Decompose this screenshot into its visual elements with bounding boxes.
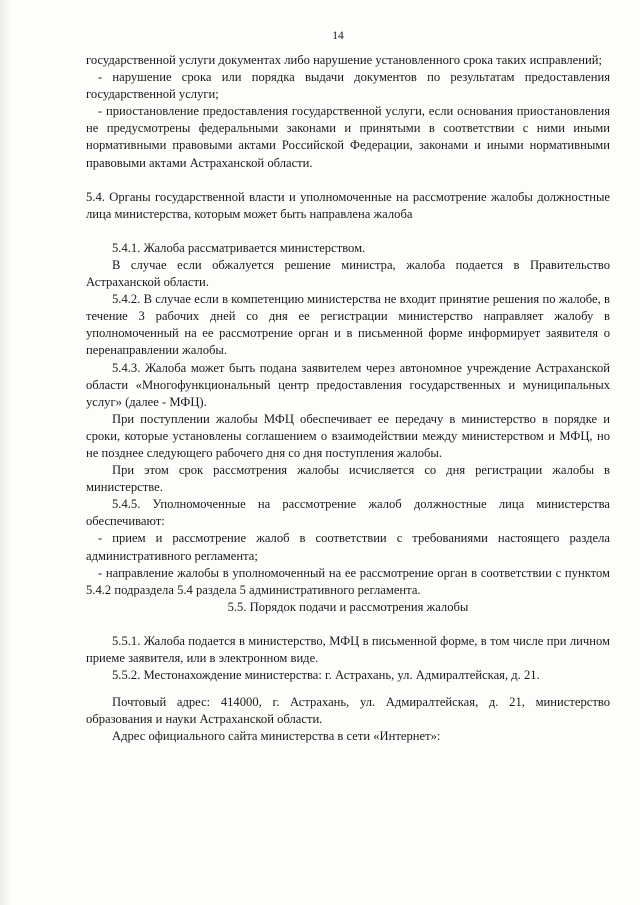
paragraph: - нарушение срока или порядка выдачи документов по результатам предоставления государственной услуги;	[86, 70, 610, 102]
page-number: 14	[332, 30, 344, 42]
paragraph: 5.5.1. Жалоба подается в министерство, МФЦ в письменной форме, в том числе при личном приеме заявителя, или в электронном виде.	[86, 633, 610, 665]
paragraph: При этом срок рассмотрения жалобы исчисляется со дня регистрации жалобы в министерстве.	[86, 463, 610, 495]
paragraph: - приостановление предоставления государственной услуги, если основания приостановления не предусмотрены федеральными законами и принятыми в соответствии с ними иными нормативными правовыми актами Российской Федерации, законами и иными нормативными правовыми актами Астраханской области.	[86, 104, 610, 170]
paragraph: 5.4.3. Жалоба может быть подана заявителем через автономное учреждение Астраханской области «Многофункциональный центр предоставления государственных и муниципальных услуг» (далее - МФЦ).	[86, 360, 610, 409]
paragraph: При поступлении жалобы МФЦ обеспечивает ее передачу в министерство в порядке и сроки, которые установлены соглашением о взаимодействии между министерством и МФЦ, но не позднее следующего рабочего дня со дня поступления жалобы.	[86, 411, 610, 460]
scan-shadow	[0, 0, 12, 905]
paragraph: Почтовый адрес: 414000, г. Астрахань, ул. Адмиралтейская, д. 21, министерство образования и науки Астраханской области.	[86, 695, 610, 727]
paragraph: Адрес официального сайта министерства в сети «Интернет»:	[112, 729, 441, 744]
spacer	[86, 616, 610, 633]
paragraph: 5.4.1. Жалоба рассматривается министерством.	[112, 240, 366, 255]
spacer	[86, 223, 610, 240]
section-heading-5-4: 5.4. Органы государственной власти и уполномоченные на рассмотрение жалобы должностные лица министерства, которым может быть направлена жалоба	[86, 189, 610, 221]
paragraph: 5.4.2. В случае если в компетенцию министерства не входит принятие решения по жалобе, в течение 3 рабочих дней со дня ее регистрации министерство направляет жалобу в уполномоченный на ее рассмотрение орган и в письменной форме информирует заявителя о перенаправлении жалобы.	[86, 292, 610, 358]
paragraph: 5.4.5. Уполномоченные на рассмотрение жалоб должностные лица министерства обеспечивают:	[86, 497, 610, 529]
paragraph: 5.5.2. Местонахождение министерства: г. Астрахань, ул. Адмиралтейская, д. 21.	[112, 668, 540, 683]
spacer	[86, 684, 610, 694]
paragraph: В случае если обжалуется решение министра, жалоба подается в Правительство Астраханской области.	[86, 257, 610, 290]
paragraph: государственной услуги документах либо нарушение установленного срока таких исправлений;	[86, 53, 602, 67]
spacer	[86, 172, 610, 189]
document-body	[86, 52, 610, 745]
section-heading-5-5: 5.5. Порядок подачи и рассмотрения жалобы	[227, 599, 469, 614]
paragraph: - направление жалобы в уполномоченный на ее рассмотрение орган в соответствии с пунктом 5.4.2 подраздела 5.4 раздела 5 административного регламента.	[86, 565, 610, 597]
paragraph: - прием и рассмотрение жалоб в соответствии с требованиями настоящего раздела административного регламента;	[86, 531, 610, 563]
